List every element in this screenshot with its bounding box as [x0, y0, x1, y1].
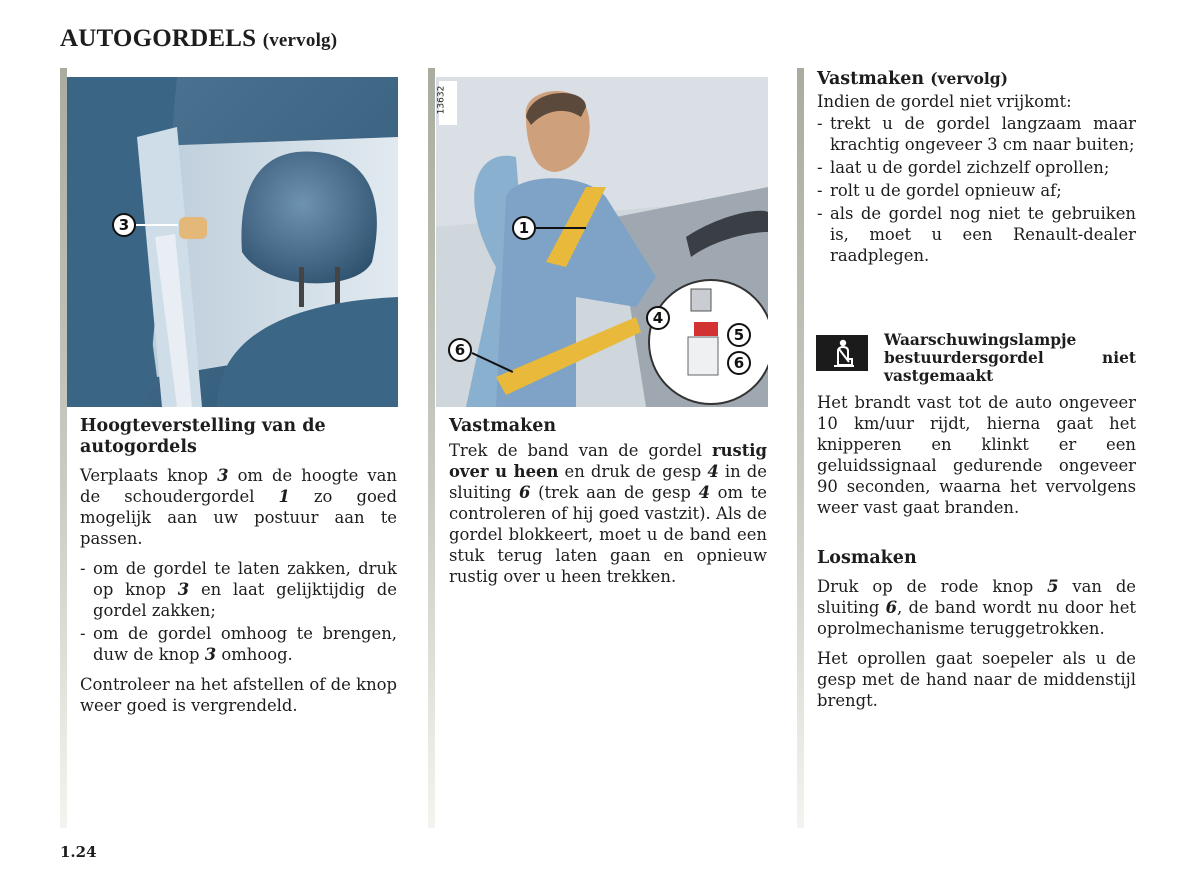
left-intro — [80, 465, 397, 549]
los-a: Druk op de rode knop — [817, 577, 1048, 596]
column-rule-right — [797, 68, 804, 828]
callout-6-anchor — [448, 338, 472, 362]
callout-5-label: 5 — [727, 323, 751, 347]
callout-6-buckle — [727, 351, 751, 375]
middle-p-c: in de sluiting — [449, 462, 767, 502]
middle-p-num3: 4 — [698, 483, 710, 502]
column-rule-middle — [428, 68, 435, 828]
page-title-main: AUTOGORDELS — [60, 25, 257, 52]
middle-p-bold: rustig over u heen — [449, 441, 767, 481]
callout-3-label: 3 — [112, 213, 136, 237]
page-title-subtitle: (vervolg) — [262, 30, 338, 51]
middle-p-a: Trek de band van de gordel — [449, 441, 712, 460]
column-rule-left — [60, 68, 67, 828]
image-code-box — [436, 81, 457, 125]
page-number: 1.24 — [60, 843, 97, 861]
right-heading-sub: (vervolg) — [930, 69, 1008, 88]
losmaken-paragraph — [817, 576, 1136, 639]
left-intro-a: Verplaats knop — [80, 466, 218, 485]
left-item2-b: omhoog. — [216, 645, 293, 664]
belt-adjuster-illustration — [67, 77, 398, 407]
left-closing: Controleer na het afstellen of de knop weer goed is vergrendeld. — [80, 675, 397, 715]
left-list-item-2 — [80, 623, 397, 665]
losmaken-heading: Losmaken — [817, 548, 917, 568]
losmaken-paragraph-2: Het oprollen gaat soepeler als u de gesp met de hand naar de middenstijl brengt. — [817, 649, 1136, 710]
middle-p-b: en druk de gesp — [558, 462, 708, 481]
middle-column — [449, 416, 767, 596]
callout-6-buckle-label: 6 — [727, 351, 751, 375]
fastening-belt-photo — [436, 77, 768, 407]
callout-1-label: 1 — [512, 216, 536, 240]
callout-6-anchor-label: 6 — [448, 338, 472, 362]
los-num1: 5 — [1047, 577, 1059, 596]
callout-1 — [512, 216, 536, 240]
left-intro-num1: 3 — [217, 466, 229, 485]
middle-p-d: (trek aan de gesp — [530, 483, 699, 502]
middle-p-e: om te controleren of hij goed vastzit). Als de gordel blokkeert, moet u de band een stuk terug laten gaan en opnieuw rustig over u heen trekken. — [449, 483, 767, 586]
right-list — [817, 113, 1136, 266]
los-c: , de band wordt nu door het oprolmechanisme teruggetrokken. — [817, 598, 1136, 638]
left-list-item-1 — [80, 558, 397, 621]
middle-heading: Vastmaken — [449, 416, 557, 436]
callout-3 — [112, 213, 136, 237]
right-list-item-2: - laat u de gordel zichzelf oprollen; — [817, 157, 1136, 178]
page-title — [60, 25, 337, 53]
right-heading — [817, 68, 1136, 90]
middle-p-num1: 4 — [707, 462, 719, 481]
left-column — [80, 416, 397, 725]
left-intro-c: zo goed mogelijk aan uw postuur aan te passen. — [80, 487, 397, 548]
right-column-lower — [817, 392, 1136, 720]
seatbelt-warning-icon — [816, 335, 868, 371]
right-list-item-1: - trekt u de gordel langzaam maar krachtig ongeveer 3 cm naar buiten; — [817, 113, 1136, 155]
left-intro-num2: 1 — [278, 487, 290, 506]
left-intro-b: om de hoogte van de schoudergordel — [80, 466, 397, 506]
left-heading: Hoogteverstelling van de autogordels — [80, 416, 326, 457]
left-item2-a: om de gordel omhoog te brengen, duw de knop — [93, 624, 397, 664]
belt-height-adjuster-photo — [67, 77, 398, 407]
left-list — [80, 558, 397, 665]
callout-5 — [727, 323, 751, 347]
warning-text: Het brandt vast tot de auto ongeveer 10 km/uur rijdt, hierna gaat het knipperen en klinkt er een geluidssignaal gedurende ongeveer 90 seconden, waarna het vervolgens weer vast gaat branden. — [817, 393, 1136, 517]
middle-p-num2: 6 — [519, 483, 531, 502]
left-item2-num: 3 — [204, 645, 217, 664]
callout-4 — [646, 306, 670, 330]
right-list-item-3: - rolt u de gordel opnieuw af; — [817, 180, 1136, 201]
warning-title: Waarschuwingslampje bestuurdersgordel niet vastgemaakt — [884, 331, 1136, 385]
los-b: van de sluiting — [817, 577, 1137, 617]
los-num2: 6 — [885, 598, 897, 617]
right-column — [817, 68, 1136, 275]
callout-4-label: 4 — [646, 306, 670, 330]
left-item1-num: 3 — [177, 580, 190, 599]
right-heading-main: Vastmaken — [817, 69, 925, 89]
right-intro: Indien de gordel niet vrijkomt: — [817, 92, 1072, 111]
image-code: 13632 — [436, 85, 447, 115]
middle-paragraph — [449, 440, 767, 587]
left-item1-b: en laat gelijktijdig de gordel zakken; — [93, 580, 397, 620]
left-item1-a: om de gordel te laten zakken, druk op knop — [93, 559, 397, 599]
right-list-item-4: - als de gordel nog niet te gebruiken is, moet u een Renault-dealer raadplegen. — [817, 203, 1136, 266]
